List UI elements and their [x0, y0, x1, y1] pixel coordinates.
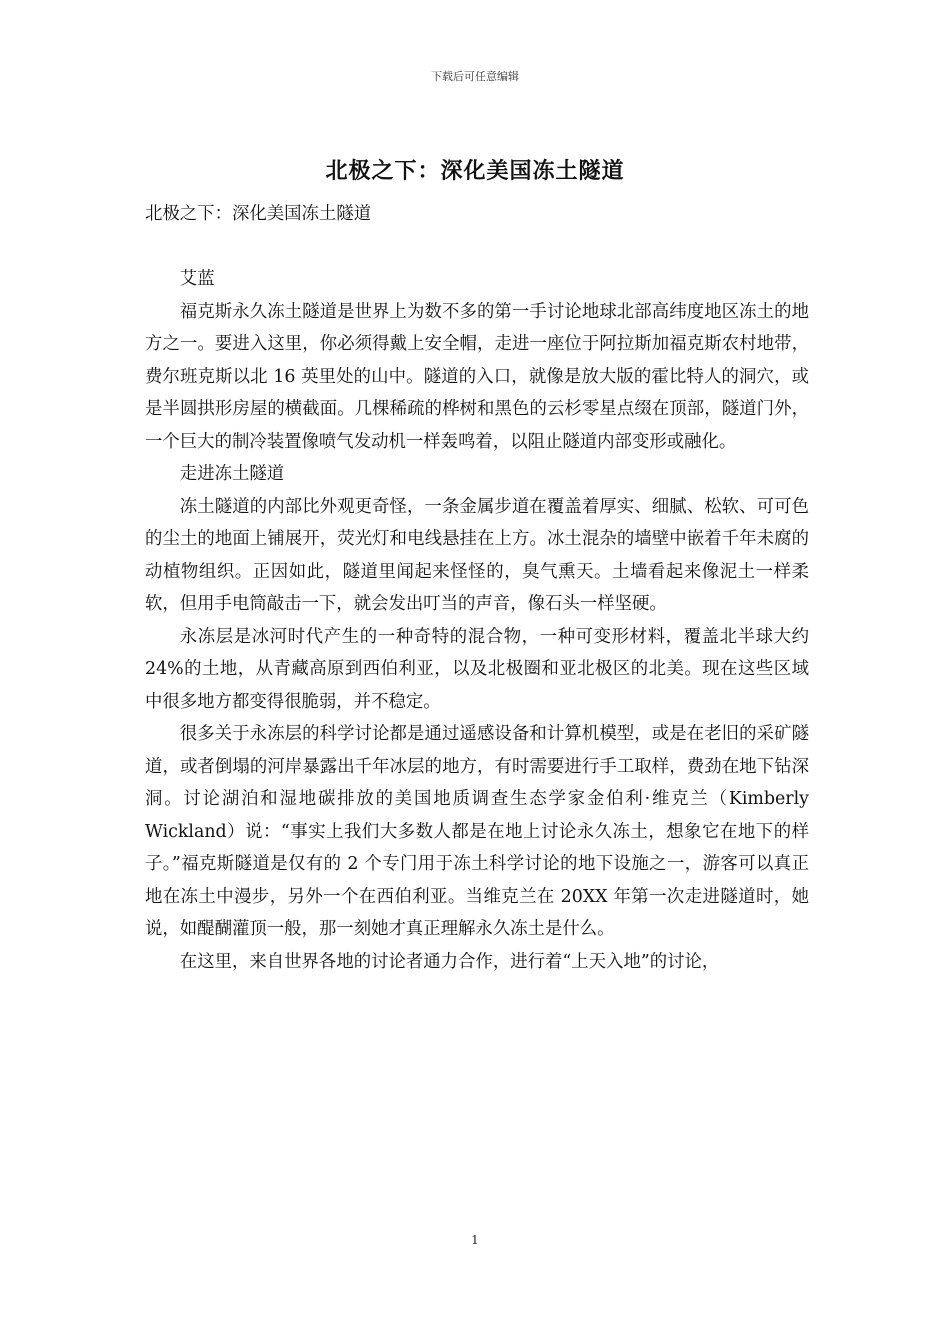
paragraph: 冻土隧道的内部比外观更奇怪，一条金属步道在覆盖着厚实、细腻、松软、可可色的尘土的地面上铺展开，荧光灯和电线悬挂在上方。冰土混杂的墙壁中嵌着千年未腐的动植物组织。正因如此，隧道里闻起来怪怪的，臭气熏天。土墙看起来像泥土一样柔软，但用手电筒敲击一下，就会发出叮当的声音，像石头一样坚硬。 [145, 496, 809, 614]
blank-line [145, 231, 809, 264]
paragraph: 很多关于永冻层的科学讨论都是通过遥感设备和计算机模型，或是在老旧的采矿隧道，或者倒塌的河岸暴露出千年冰层的地方，有时需要进行手工取样，费劲在地下钻深洞。讨论湖泊和湿地碳排放的美国地质调查生态学家金伯利·维克兰（Kimberly Wickland）说：“事实上我们大多数人都是在地上讨论永久冻土，想象它在地下的样子。”福克斯隧道是仅有的 2 个专门用于冻土科学讨论的地下设施之一，游客可以真正地在冻土中漫步，另外一个在西伯利亚。当维克兰在 20XX 年第一次走进隧道时，她说，如醍醐灌顶一般，那一刻她才真正理解永久冻土是什么。 [145, 724, 809, 939]
paragraph: 永冻层是冰河时代产生的一种奇特的混合物，一种可变形材料，覆盖北半球大约 24%的土地，从青藏高原到西伯利亚，以及北极圈和亚北极区的北美。现在这些区域中很多地方都变得很脆弱，并不稳定。 [145, 626, 809, 712]
page-header-note: 下载后可任意编辑 [431, 70, 519, 83]
paragraph: 在这里，来自世界各地的讨论者通力合作，进行着“上天入地”的讨论， [179, 951, 720, 972]
subtitle-line: 北极之下：深化美国冻土隧道 [145, 204, 372, 224]
paragraph: 福克斯永久冻土隧道是世界上为数不多的第一手讨论地球北部高纬度地区冻土的地方之一。要进入这里，你必须得戴上安全帽，走进一座位于阿拉斯加福克斯农村地带，费尔班克斯以北 16 英里处的山中。隧道的入口，就像是放大版的霍比特人的洞穴，或是半圆拱形房屋的横截面。几棵稀疏的桦树和黑色的云杉零星点缀在顶部，隧道门外，一个巨大的制冷装置像喷气发动机一样轰鸣着，以阻止隧道内部变形或融化。 [145, 301, 809, 452]
author-line: 艾蓝 [179, 269, 215, 289]
document-body [145, 198, 809, 978]
section-heading: 走进冻土隧道 [179, 464, 285, 484]
page-number: 1 [471, 1233, 479, 1247]
document-title: 北极之下：深化美国冻土隧道 [325, 159, 625, 184]
